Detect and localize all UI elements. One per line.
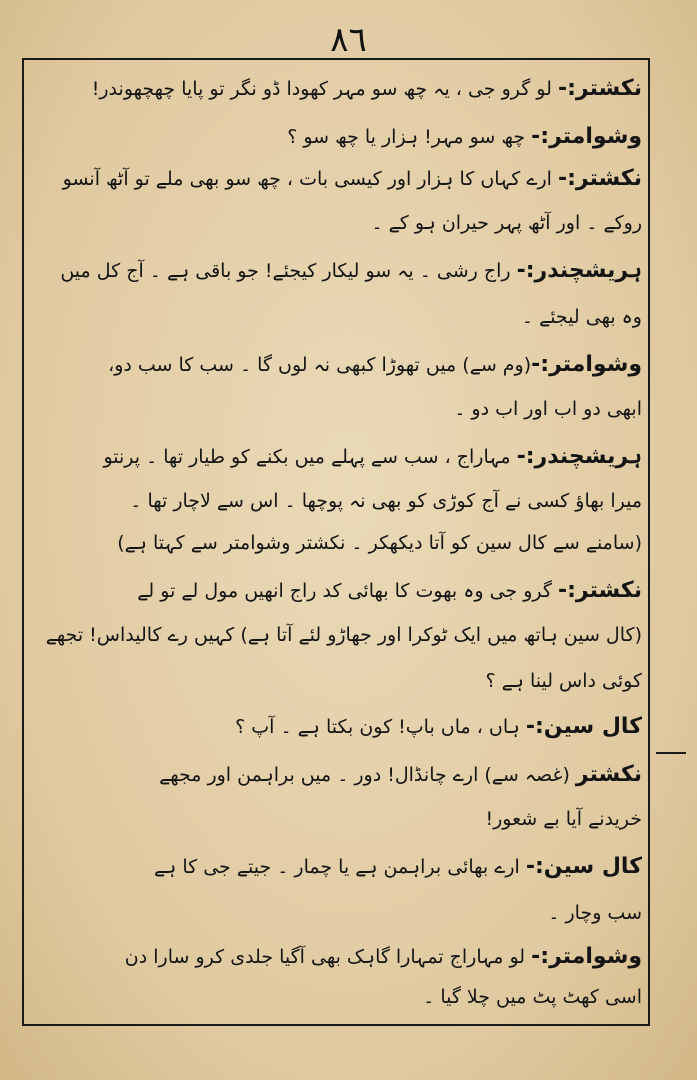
dialogue-line bbox=[32, 714, 642, 739]
dialogue-text-span: (سامنے سے کال سین کو آتا دیکھکر ۔ نکشتر وشوامتر سے کہتا ہے) bbox=[117, 532, 642, 554]
dialogue-line bbox=[32, 352, 642, 377]
speaker-name: نکشتر:- bbox=[557, 166, 642, 191]
dialogue-line bbox=[32, 762, 642, 787]
dialogue-line bbox=[32, 984, 642, 1009]
dialogue-text-span: ہاں ، ماں باپ! کون بکتا ہے ۔ آپ ؟ bbox=[235, 716, 526, 738]
dialogue-line bbox=[32, 258, 642, 283]
dialogue-line bbox=[32, 124, 642, 149]
dialogue-line bbox=[32, 76, 642, 101]
speaker-name: ہریشچندر:- bbox=[516, 258, 642, 283]
dialogue-line bbox=[32, 944, 642, 969]
dialogue-text-span: روکے ۔ اور آٹھ پہر حیران ہو کے ۔ bbox=[371, 212, 642, 234]
dialogue-text-span: مہاراج ، سب سے پہلے میں بکنے کو طیار تھا ۔ پرنتو bbox=[103, 446, 517, 468]
dialogue-text-span: راج رشی ۔ یہ سو لیکار کیجئے! جو باقی ہے ۔ آج کل میں bbox=[60, 260, 517, 282]
speaker-name: وشوامتر:- bbox=[531, 352, 642, 377]
dialogue-text-span: ارے کہاں کا ہزار اور کیسی بات ، چھ سو بھی ملے تو آٹھ آنسو bbox=[62, 168, 558, 190]
dialogue-text-span: (کال سین ہاتھ میں ایک ٹوکرا اور جھاڑو لئے آتا ہے) کہیں رے کالیداس! تجھے bbox=[45, 624, 642, 646]
dialogue-line bbox=[32, 806, 642, 831]
dialogue-line bbox=[32, 900, 642, 925]
speaker-name: نکشتر bbox=[575, 762, 642, 787]
dialogue-text-span: گرو جی وہ بھوت کا بھائی کد راج انھیں مول لے تو لے bbox=[137, 580, 558, 602]
dialogue-line bbox=[32, 668, 642, 693]
dialogue-text-span: لو مہاراج تمہارا گاہک بھی آگیا جلدی کرو سارا دن bbox=[124, 946, 532, 968]
dialogue-text-span: (وم سے) میں تھوڑا کبھی نہ لوں گا ۔ سب کا سب دو، bbox=[108, 354, 532, 376]
dialogue-line bbox=[32, 488, 642, 513]
dialogue-line bbox=[32, 210, 642, 235]
speaker-name: ہریشچندر:- bbox=[516, 444, 642, 469]
dialogue-line bbox=[32, 854, 642, 879]
dialogue-line bbox=[32, 530, 642, 555]
dialogue-text-span: وہ بھی لیجئے ۔ bbox=[521, 306, 642, 328]
speaker-name: وشوامتر:- bbox=[531, 124, 642, 149]
speaker-name: نکشتر:- bbox=[557, 76, 642, 101]
dialogue-text-span: کوئی داس لینا ہے ؟ bbox=[485, 670, 642, 692]
dialogue-line bbox=[32, 444, 642, 469]
dialogue-text-span: میرا بھاؤ کسی نے آج کوڑی کو بھی نہ پوچھا ۔ اس سے لاچار تھا ۔ bbox=[130, 490, 642, 512]
speaker-name: وشوامتر:- bbox=[531, 944, 642, 969]
margin-mark bbox=[656, 752, 686, 754]
dialogue-line bbox=[32, 622, 642, 647]
speaker-name: کال سین:- bbox=[525, 714, 642, 739]
dialogue-text-span: سب وچار ۔ bbox=[548, 902, 642, 924]
dialogue-text-span: خریدنے آیا بے شعور! bbox=[485, 808, 642, 830]
dialogue-text-span: چھ سو مہر! ہزار یا چھ سو ؟ bbox=[287, 126, 532, 148]
dialogue-line bbox=[32, 166, 642, 191]
dialogue-text-span: ابھی دو اب اور اب دو ۔ bbox=[454, 398, 642, 420]
page-number: ۸٦ bbox=[330, 20, 367, 60]
dialogue-line bbox=[32, 396, 642, 421]
dialogue-line bbox=[32, 578, 642, 603]
dialogue-text-span: (غصہ سے) ارے چانڈال! دور ۔ میں براہمن اور مجھے bbox=[159, 764, 576, 786]
dialogue-line bbox=[32, 304, 642, 329]
speaker-name: نکشتر:- bbox=[557, 578, 642, 603]
dialogue-text-span: اسی کھٹ پٹ میں چلا گیا ۔ bbox=[423, 986, 642, 1008]
speaker-name: کال سین:- bbox=[525, 854, 642, 879]
dialogue-text-span: لو گرو جی ، یہ چھ سو مہر کھودا ڈو نگر تو پایا چھچھوندر! bbox=[91, 78, 558, 100]
dialogue-text-span: ارے بھائی براہمن ہے یا چمار ۔ جیتے جی کا ہے bbox=[154, 856, 526, 878]
